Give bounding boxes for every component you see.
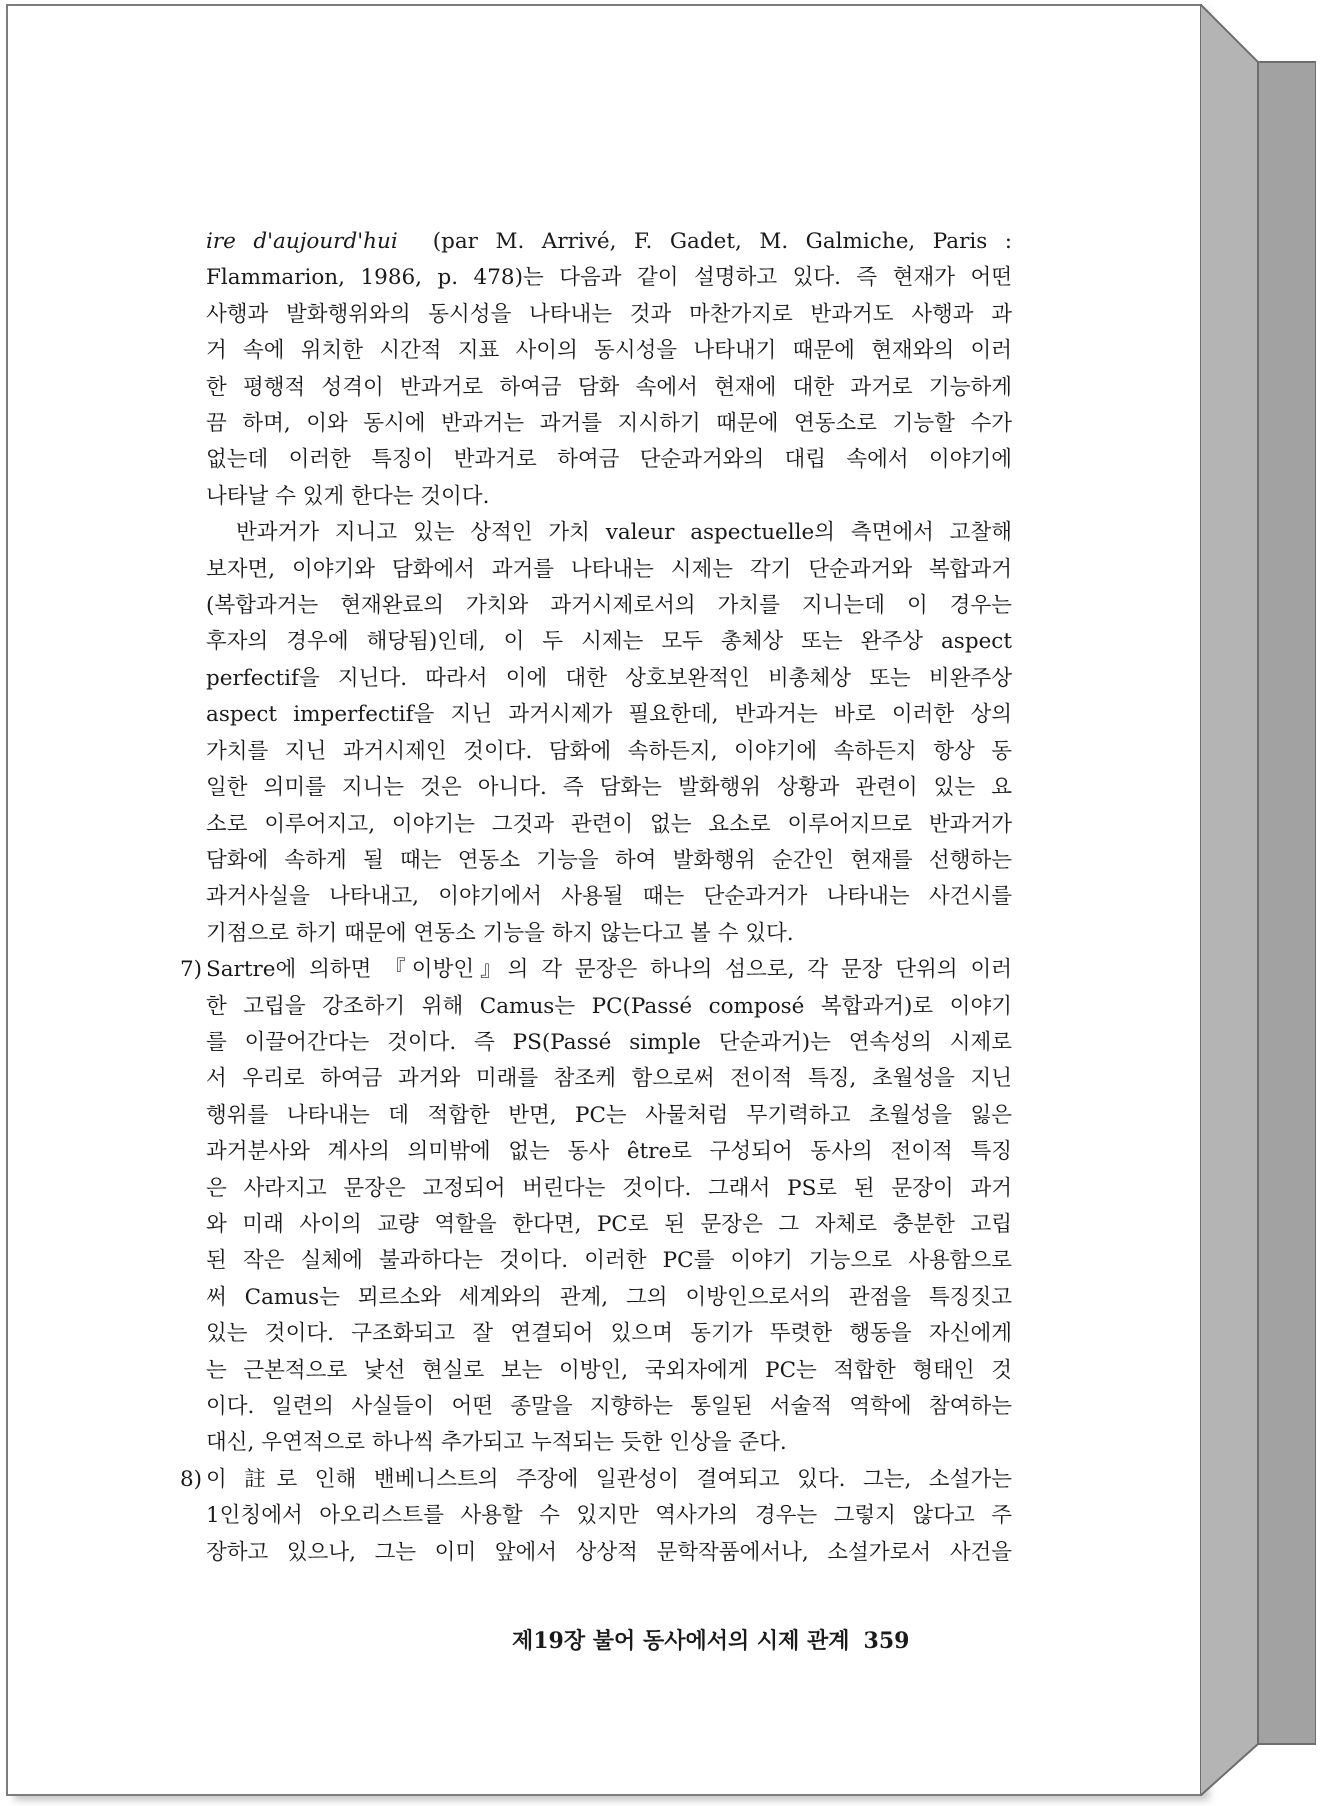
text-line: 이다. 일련의 사실들이 어떤 종말을 지향하는 통일된 서술적 역학에 참여하는 [206,1394,1012,1419]
text-line: 를 이끌어간다는 것이다. 즉 PS(Passé simple 단순과거)는 연속성의 시제로 [206,1029,1012,1055]
text-line: Sartre에 의하면 『이방인』의 각 문장은 하나의 섬으로, 각 문장 단위의 이러 [206,957,1012,983]
text-line: 사행과 발화행위와의 동시성을 나타내는 것과 마찬가지로 반과거도 사행과 과 [206,301,1012,327]
text-line: Flammarion, 1986, p. 478)는 다음과 같이 설명하고 있다. 즉 현재가 어떤 [206,265,1012,291]
text-line: 한 고립을 강조하기 위해 Camus는 PC(Passé composé 복합과거)로 이야기 [206,993,1012,1019]
text-line: 장하고 있으나, 그는 이미 앞에서 상상적 문학작품에서나, 소설가로서 사건을 [206,1539,1012,1565]
text-line: 일한 의미를 지니는 것은 아니다. 즉 담화는 발화행위 상황과 관련이 있는 요 [206,775,1012,801]
text-line: 1인칭에서 아오리스트를 사용할 수 있지만 역사가의 경우는 그렇지 않다고 주 [206,1503,1012,1529]
text-line: 행위를 나타내는 데 적합한 반면, PC는 사물처럼 무기력하고 초월성을 잃은 [206,1102,1012,1128]
footnote-7 [180,952,1012,1462]
text-line: 된 작은 실체에 불과하다는 것이다. 이러한 PC를 이야기 기능으로 사용함으로 [206,1248,1012,1274]
text-line: perfectif을 지닌다. 따라서 이에 대한 상호보완적인 비총체상 또는 비완주상 [206,665,1012,691]
text-line: 과거사실을 나타내고, 이야기에서 사용될 때는 단순과거가 나타내는 사건시를 [206,884,1012,910]
text-line-title: ire d'aujourd'hui [206,229,398,254]
paragraph-1 [206,224,1012,515]
text-line: 끔 하며, 이와 동시에 반과거는 과거를 지시하기 때문에 연동소로 기능할 수가 [206,411,1012,437]
text-line: 담화에 속하게 될 때는 연동소 기능을 하여 발화행위 순간인 현재를 선행하는 [206,847,1012,873]
text-line: 반과거가 지니고 있는 상적인 가치 valeur aspectuelle의 측면에서 고찰해 [236,520,1012,546]
text-line: 이 註로 인해 밴베니스트의 주장에 일관성이 결여되고 있다. 그는, 소설가는 [206,1466,1012,1492]
text-line: 소로 이루어지고, 이야기는 그것과 관련이 없는 요소로 이루어지므로 반과거가 [206,811,1012,837]
page-footer [512,1624,992,1655]
book-edge [1200,4,1316,1796]
text-line: 보자면, 이야기와 담화에서 과거를 나타내는 시제는 각기 단순과거와 복합과거 [206,556,1012,582]
footnote-8 [180,1462,1012,1571]
text-line: 나타날 수 있게 한다는 것이다. [206,483,490,509]
text-line: 서 우리로 하여금 과거와 미래를 참조케 함으로써 전이적 특징, 초월성을 지닌 [206,1066,1012,1092]
text-line: 한 평행적 성격이 반과거로 하여금 담화 속에서 현재에 대한 과거로 기능하게 [206,374,1012,400]
text-line: (복합과거는 현재완료의 가치와 과거시제로서의 가치를 지니는데 이 경우는 [206,593,1012,619]
text-line: 있는 것이다. 구조화되고 잘 연결되어 있으며 동기가 뚜렷한 행동을 자신에게 [206,1321,1012,1347]
text-line: 거 속에 위치한 시간적 지표 사이의 동시성을 나타내기 때문에 현재와의 이러 [206,338,1012,364]
text-line: 과거분사와 계사의 의미밖에 없는 동사 être로 구성되어 동사의 전이적 특징 [206,1139,1012,1165]
footnote-number: 8) [180,1466,203,1492]
page-number: 359 [863,1628,910,1654]
text-line: 는 근본적으로 낯선 현실로 보는 이방인, 국외자에게 PC는 적합한 형태인 것 [206,1357,1012,1383]
text-line: 후자의 경우에 해당됨)인데, 이 두 시제는 모두 총체상 또는 완주상 aspect [206,629,1012,655]
text-line: aspect imperfectif을 지닌 과거시제가 필요한데, 반과거는 바로 이러한 상의 [206,702,1012,728]
text-line: 와 미래 사이의 교량 역할을 한다면, PC로 된 문장은 그 자체로 충분한 고립 [206,1211,1012,1237]
text-line: 가치를 지닌 과거시제인 것이다. 담화에 속하든지, 이야기에 속하든지 항상 동 [206,738,1012,764]
running-chapter-title: 제19장 불어 동사에서의 시제 관계 [512,1628,850,1654]
text-line: 써 Camus는 뫼르소와 세계와의 관계, 그의 이방인으로서의 관점을 특징짓고 [206,1284,1012,1310]
text-line: 은 사라지고 문장은 고정되어 버린다는 것이다. 그래서 PS로 된 문장이 과거 [206,1175,1012,1201]
footnote-number: 7) [180,957,203,983]
page-text [180,224,1012,1571]
text-line: 기점으로 하기 때문에 연동소 기능을 하지 않는다고 볼 수 있다. [206,920,794,946]
text-line: 대신, 우연적으로 하나씩 추가되고 누적되는 듯한 인상을 준다. [206,1430,787,1456]
paragraph-2 [206,515,1012,952]
text-line: ire d'aujourd'hui (par M. Arrivé, F. Gadet, M. Galmiche, Paris : [206,229,1012,254]
text-line: 없는데 이러한 특징이 반과거로 하여금 단순과거와의 대립 속에서 이야기에 [206,447,1012,473]
